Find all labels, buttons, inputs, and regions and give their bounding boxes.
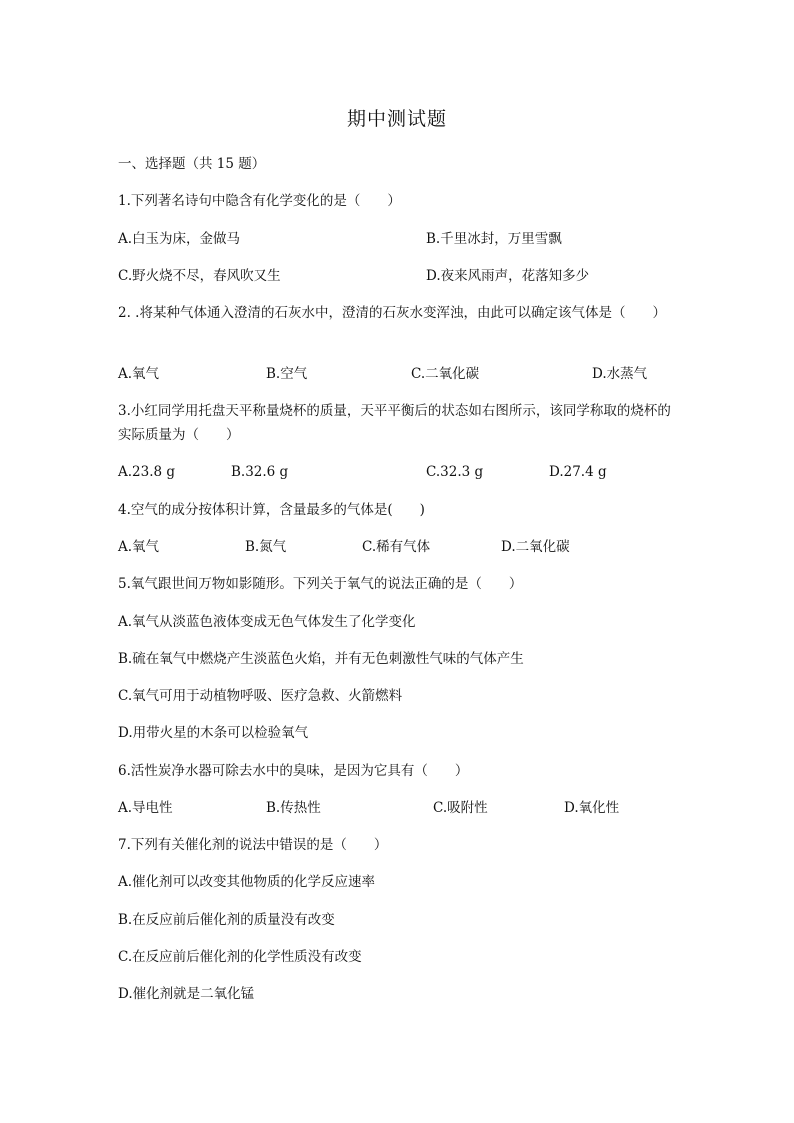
question-3-option-b: B.32.6 g [231,464,289,480]
question-4-option-c: C.稀有气体 [362,539,431,555]
question-5-option-d: D.用带火星的木条可以检验氧气 [118,725,309,741]
question-7-option-a: A.催化剂可以改变其他物质的化学反应速率 [118,874,376,890]
question-1-option-c: C.野火烧不尽，春风吹又生 [118,268,281,284]
question-2-option-d: D.水蒸气 [592,366,648,382]
question-4-option-b: B.氮气 [245,539,287,555]
question-6-option-b: B.传热性 [266,800,321,816]
question-7-option-d: D.催化剂就是二氧化锰 [118,986,255,1002]
question-2-option-c: C.二氧化碳 [411,366,480,382]
question-3-stem: 3.小红同学用托盘天平称量烧杯的质量，天平平衡后的状态如右图所示，该同学称取的烧杯的实际质量为（ ） [118,403,671,443]
question-7-option-c: C.在反应前后催化剂的化学性质没有改变 [118,949,362,965]
question-3-option-a: A.23.8 g [118,464,176,480]
section-heading: 一、选择题（共 15 题） [118,156,266,172]
question-1-option-d: D.夜来风雨声，花落知多少 [426,268,590,284]
question-4-option-d: D.二氧化碳 [501,539,570,555]
question-5-option-c: C.氧气可用于动植物呼吸、医疗急救、火箭燃料 [118,688,403,704]
question-4-stem: 4.空气的成分按体积计算，含量最多的气体是( ) [118,502,425,518]
question-2-stem: 2. .将某种气体通入澄清的石灰水中，澄清的石灰水变浑浊，由此可以确定该气体是（ ） [118,305,666,321]
question-2-option-b: B.空气 [266,366,308,382]
question-5-option-b: B.硫在氧气中燃烧产生淡蓝色火焰，并有无色刺激性气味的气体产生 [118,651,524,667]
page-title: 期中测试题 [346,108,447,130]
question-5-option-a: A.氧气从淡蓝色液体变成无色气体发生了化学变化 [118,614,416,630]
question-6-option-c: C.吸附性 [433,800,488,816]
question-6-option-d: D.氧化性 [564,800,620,816]
question-5-stem: 5.氧气跟世间万物如影随形。下列关于氧气的说法正确的是（ ） [118,576,523,592]
question-2-option-a: A.氧气 [118,366,160,382]
question-1-option-b: B.千里冰封，万里雪飘 [426,231,562,247]
question-4-option-a: A.氧气 [118,539,160,555]
question-3-option-c: C.32.3 g [426,464,484,480]
question-7-stem: 7.下列有关催化剂的说法中错误的是（ ） [118,837,388,853]
question-1-stem: 1.下列著名诗句中隐含有化学变化的是（ ） [118,193,401,209]
question-6-stem: 6.活性炭净水器可除去水中的臭味，是因为它具有（ ） [118,763,469,779]
question-3-option-d: D.27.4 g [549,464,607,480]
question-6-option-a: A.导电性 [118,800,173,816]
question-7-option-b: B.在反应前后催化剂的质量没有改变 [118,912,335,928]
question-1-option-a: A.白玉为床，金做马 [118,231,241,247]
